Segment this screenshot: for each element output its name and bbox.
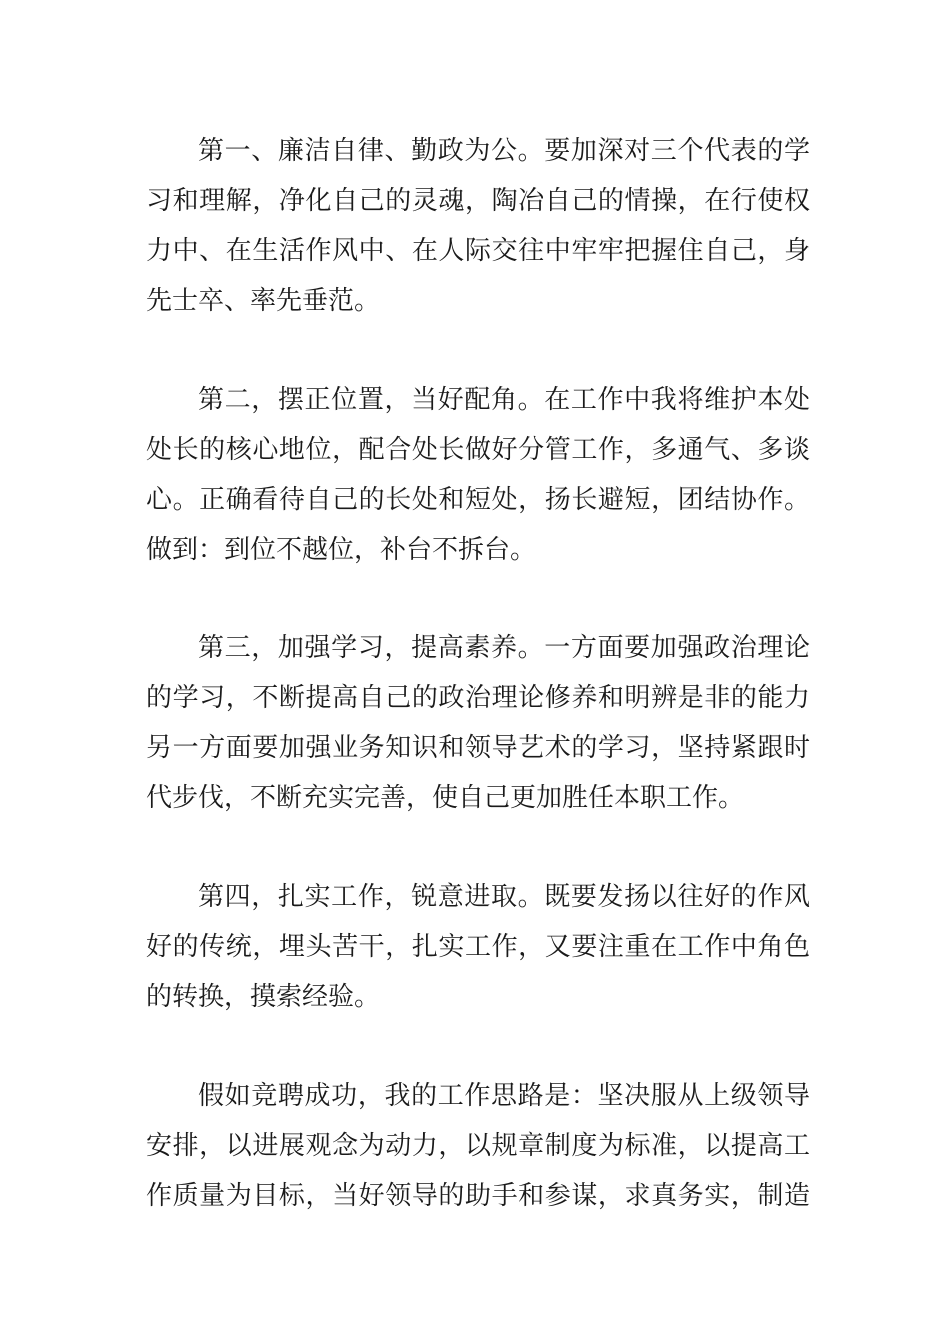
- paragraph-line: 处长的核心地位，配合处长做好分管工作，多通气、多谈: [146, 435, 810, 465]
- paragraph-line: 习和理解，净化自己的灵魂，陶冶自己的情操，在行使权: [146, 186, 810, 216]
- paragraph-line: 第三，加强学习，提高素养。一方面要加强政治理论: [198, 633, 810, 663]
- paragraph-line: 第二，摆正位置，当好配角。在工作中我将维护本处: [198, 385, 810, 415]
- paragraph-line: 的学习，不断提高自己的政治理论修养和明辨是非的能力: [146, 683, 810, 713]
- paragraph-line: 心。正确看待自己的长处和短处，扬长避短，团结协作。: [146, 485, 810, 515]
- paragraph-line: 另一方面要加强业务知识和领导艺术的学习，坚持紧跟时: [146, 733, 810, 763]
- paragraph-line: 作质量为目标，当好领导的助手和参谋，求真务实，制造: [146, 1181, 810, 1211]
- paragraph-2: [146, 375, 810, 575]
- paragraph-3: [146, 623, 810, 823]
- paragraph-line: 第一、廉洁自律、勤政为公。要加深对三个代表的学: [198, 136, 810, 166]
- paragraph-line: 先士卒、率先垂范。: [146, 286, 381, 316]
- paragraph-line: 假如竞聘成功，我的工作思路是：坚决服从上级领导: [198, 1081, 810, 1111]
- paragraph-line: 代步伐，不断充实完善，使自己更加胜任本职工作。: [146, 783, 745, 813]
- paragraph-line: 好的传统，埋头苦干，扎实工作，又要注重在工作中角色: [146, 932, 810, 962]
- paragraph-line: 安排，以进展观念为动力，以规章制度为标准，以提高工: [146, 1131, 810, 1161]
- paragraph-line: 第四，扎实工作，锐意进取。既要发扬以往好的作风: [198, 882, 810, 912]
- paragraph-4: [146, 872, 810, 1022]
- paragraph-line: 力中、在生活作风中、在人际交往中牢牢把握住自己，身: [146, 236, 810, 266]
- paragraph-1: [146, 126, 810, 326]
- paragraph-line: 的转换，摸索经验。: [146, 982, 381, 1012]
- paragraph-5: [146, 1071, 810, 1221]
- paragraph-line: 做到：到位不越位，补台不拆台。: [146, 535, 537, 565]
